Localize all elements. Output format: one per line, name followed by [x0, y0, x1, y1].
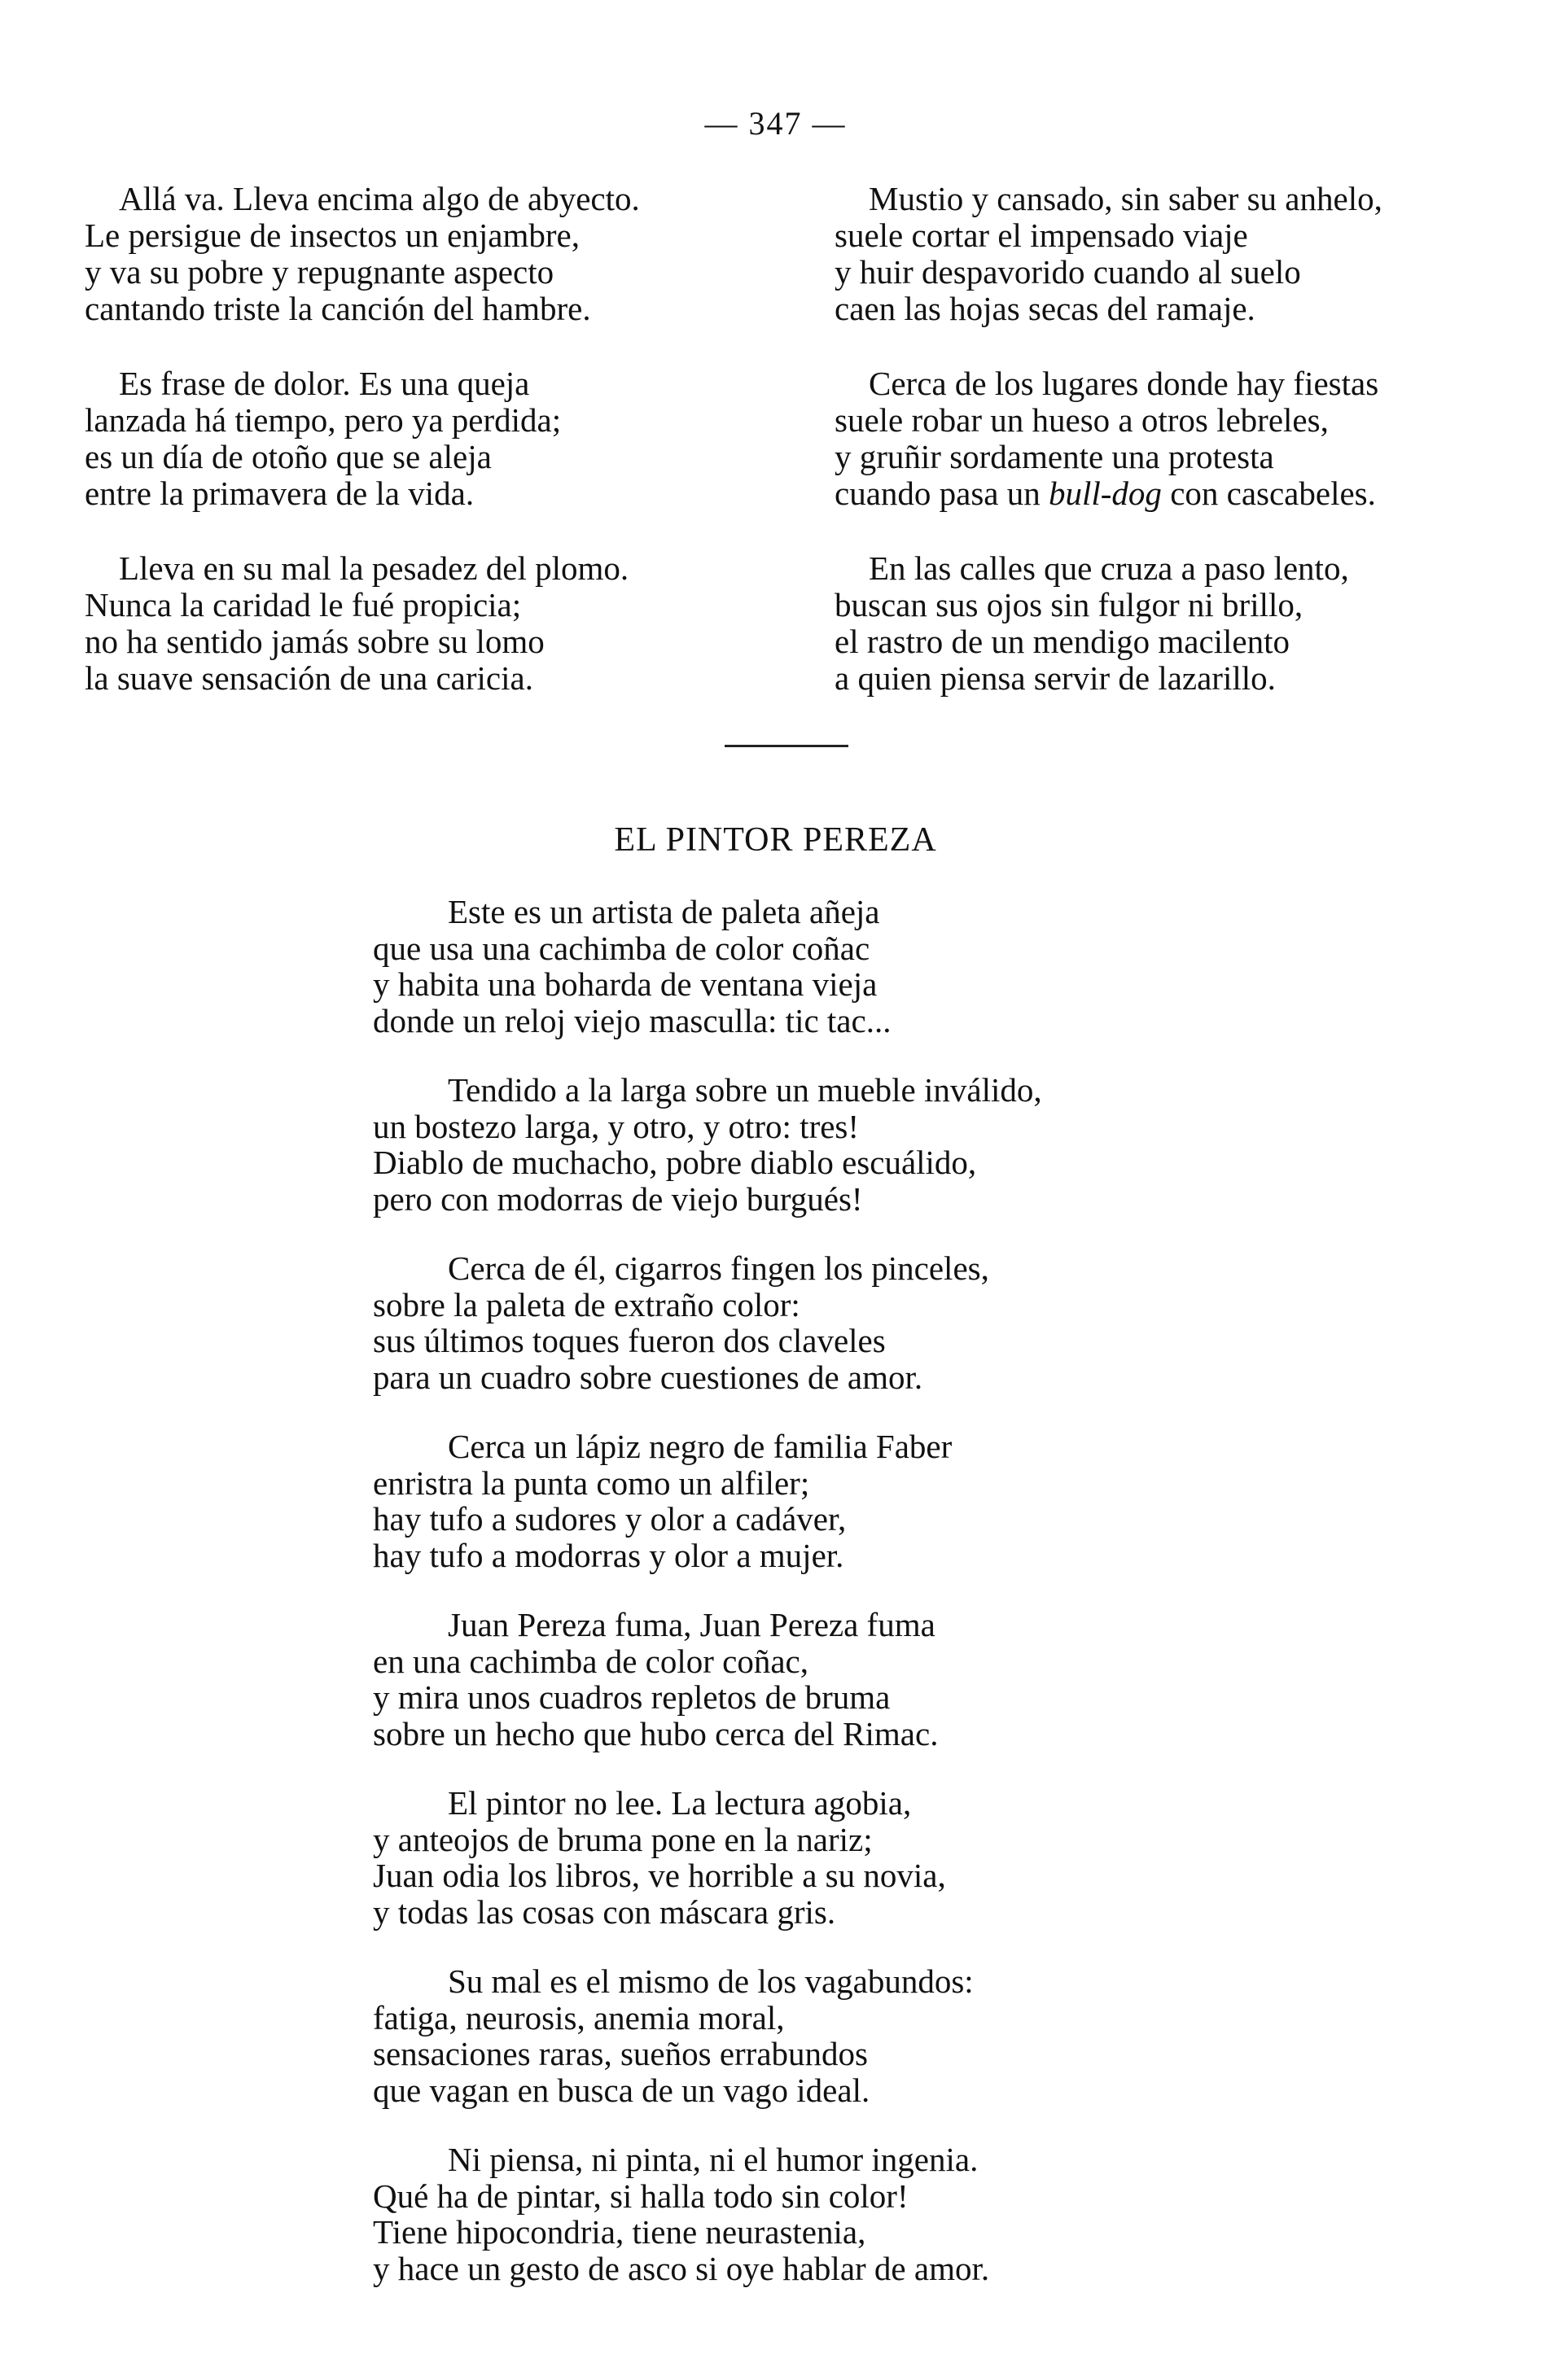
verse-line: es un día de otoño que se aleja — [85, 438, 492, 475]
italic-term: bull-dog — [1049, 475, 1162, 512]
verse-line: que vagan en busca de un vago ideal. — [373, 2071, 870, 2109]
verse-line: Allá va. Lleva encima algo de abyecto. — [119, 180, 640, 217]
verse-line: la suave sensación de una caricia. — [85, 659, 533, 697]
verse-line: sobre un hecho que hubo cerca del Rimac. — [373, 1714, 939, 1752]
verse-line: donde un reloj viejo mascullа: tic tac... — [373, 1001, 892, 1039]
verse-line: y habita una boharda de ventana vieja — [373, 965, 878, 1003]
verse-line: y todas las cosas con máscara gris. — [373, 1892, 836, 1931]
poem-stanza-6 — [373, 1785, 1268, 1930]
poem-stanza-7 — [373, 1963, 1268, 2108]
poem-stanza-8 — [373, 2142, 1268, 2286]
verse-line: Juan Pereza fuma, Juan Pereza fuma — [448, 1606, 935, 1643]
left-stanza-2 — [85, 365, 760, 512]
verse-line: Juan odia los libros, ve horrible a su novia, — [373, 1857, 946, 1894]
verse-line: cantando triste la canción del hambre. — [85, 290, 591, 327]
verse-line: y huir despavorido cuando al suelo — [835, 253, 1301, 291]
verse-line: Mustio y cansado, sin saber su anhelo, — [869, 180, 1382, 217]
poem-stanza-4 — [373, 1428, 1268, 1573]
verse-line: pero con modorras de viejo burgués! — [373, 1179, 863, 1218]
verse-line: sus últimos toques fueron dos claveles — [373, 1322, 886, 1359]
section-divider — [725, 745, 848, 747]
verse-line: y mira unos cuadros repletos de bruma — [373, 1678, 891, 1716]
poem-stanza-3 — [373, 1250, 1268, 1395]
left-stanza-3 — [85, 550, 760, 697]
verse-line: Tiene hipocondria, tiene neurastenia, — [373, 2213, 866, 2251]
verse-line: enristra la punta como un alfiler; — [373, 1463, 810, 1502]
verse-line: Lleva en su mal la pesadez del plomo. — [119, 549, 629, 587]
verse-line: lanzada há tiempo, pero ya perdida; — [85, 401, 562, 439]
verse-text: cuando pasa un — [835, 475, 1049, 512]
right-stanza-3 — [835, 550, 1510, 697]
verse-line: suele robar un hueso a otros lebreles, — [835, 401, 1329, 439]
verse-line: no ha sentido jamás sobre su lomo — [85, 623, 545, 660]
verse-line-with-italic — [835, 475, 1510, 512]
verse-line: hay tufo a modorras y olor a mujer. — [373, 1536, 844, 1574]
verse-line: en una cachimba de color coñac, — [373, 1642, 809, 1680]
verse-line: a quien piensa servir de lazarillo. — [835, 659, 1276, 697]
verse-line: buscan sus ojos sin fulgor ni brillo, — [835, 586, 1303, 623]
verse-line: fatiga, neurosis, anemia moral, — [373, 1998, 785, 2037]
verse-line: Diablo de muchacho, pobre diablo escuálido, — [373, 1144, 977, 1181]
poem-stanza-2 — [373, 1072, 1268, 1217]
verse-line: sobre la paleta de extraño color: — [373, 1285, 800, 1323]
verse-line: entre la primavera de la vida. — [85, 475, 475, 512]
verse-line: Le persigue de insectos un enjambre, — [85, 217, 580, 254]
verse-line: Qué ha de pintar, si halla todo sin color! — [373, 2177, 909, 2215]
verse-line: Cerca de él, cigarros fingen los pinceles, — [448, 1249, 989, 1287]
right-stanza-1 — [835, 181, 1510, 327]
verse-line: Este es un artista de paleta añeja — [448, 893, 880, 930]
verse-line: Cerca de los lugares donde hay fiestas — [869, 365, 1379, 402]
poem-body — [373, 894, 1268, 2286]
verse-line: En las calles que cruza a paso lento, — [869, 549, 1349, 587]
verse-line: el rastro de un mendigo macilento — [835, 623, 1290, 660]
verse-line: Nunca la caridad le fué propicia; — [85, 586, 522, 623]
verse-line: hay tufo a sudores y olor a cadáver, — [373, 1500, 847, 1538]
verse-line: suele cortar el impensado viaje — [835, 217, 1248, 254]
verse-line: que usa una cachimba de color coñac — [373, 929, 870, 967]
verse-line: y hace un gesto de asco si oye hablar de amor. — [373, 2249, 990, 2287]
verse-line: Es frase de dolor. Es una queja — [119, 365, 530, 402]
page-number: — 347 — — [704, 105, 847, 142]
verse-line: sensaciones raras, sueños errabundos — [373, 2035, 868, 2072]
verse-line: Su mal es el mismo de los vagabundos: — [448, 1962, 974, 2000]
left-stanza-1 — [85, 181, 760, 327]
poem-title: EL PINTOR PEREZA — [614, 821, 937, 859]
verse-line: y anteojos de bruma pone en la nariz; — [373, 1820, 873, 1858]
poem-stanza-5 — [373, 1607, 1268, 1752]
verse-line: Ni piensa, ni pinta, ni el humor ingenia. — [448, 2141, 979, 2178]
verse-line: para un cuadro sobre cuestiones de amor. — [373, 1358, 923, 1396]
verse-line: El pintor no lee. La lectura agobia, — [448, 1784, 912, 1822]
left-column — [85, 181, 760, 697]
verse-line: caen las hojas secas del ramaje. — [835, 290, 1255, 327]
poem-stanza-1 — [373, 894, 1268, 1039]
verse-line: un bostezo larga, y otro, y otro: tres! — [373, 1107, 860, 1145]
right-column — [835, 181, 1510, 697]
verse-line: Tendido a la larga sobre un mueble inválido, — [448, 1071, 1042, 1109]
verse-line: y gruñir sordamente una protesta — [835, 438, 1274, 475]
verse-line: Cerca un lápiz negro de familia Faber — [448, 1428, 953, 1465]
right-stanza-2 — [835, 365, 1510, 512]
verse-line: y va su pobre y repugnante aspecto — [85, 253, 554, 291]
verse-text: con cascabeles. — [1161, 475, 1376, 512]
